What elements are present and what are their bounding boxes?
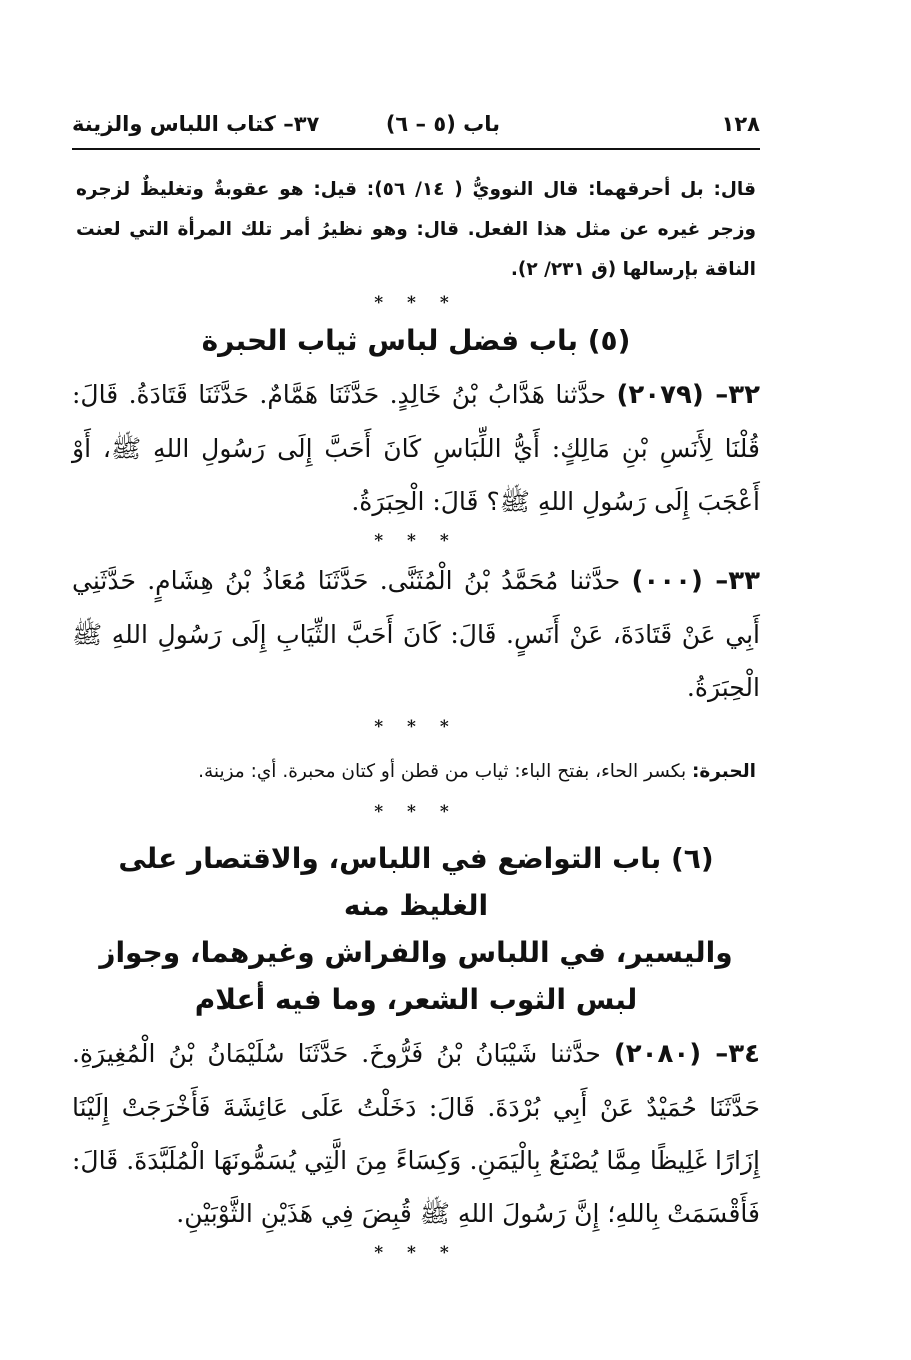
hadith-33-number: ٣٣– (٠٠٠)	[631, 566, 760, 596]
hadith-34-number: ٣٤– (٢٠٨٠)	[613, 1039, 760, 1069]
hadith-32-number: ٣٢– (٢٠٧٩)	[616, 380, 760, 410]
section-separator: * * *	[374, 1243, 458, 1263]
chapter-6-heading-line-2: واليسير، في اللباس والفراش وغيرهما، وجواز	[99, 936, 733, 969]
chapter-reference: باب (٥ – ٦)	[385, 112, 500, 136]
hadith-34	[72, 1027, 760, 1240]
hadith-33	[72, 554, 760, 714]
running-header	[72, 104, 760, 150]
hadith-33-text: حدَّثنا مُحَمَّدُ بْنُ الْمُثَنَّى. حَدَّثَنَا مُعَاذُ بْنُ هِشَامٍ. حَدَّثَنِي أَبِي عَنْ قَتَادَةَ، عَنْ أَنَسٍ. قَالَ: كَانَ أَحَبَّ الثِّيَابِ إِلَى رَسُولِ اللهِ ﷺ الْحِبَرَةُ.	[72, 566, 760, 702]
section-separator: * * *	[374, 531, 458, 551]
hadith-32-text: حدَّثنا هَدَّابُ بْنُ خَالِدٍ. حَدَّثَنَا هَمَّامٌ. حَدَّثَنَا قَتَادَةُ. قَالَ: قُلْنَا لِأَنَسِ بْنِ مَالِكٍ: أَيُّ اللِّبَاسِ كَانَ أَحَبَّ إِلَى رَسُولِ اللهِ ﷺ، أَوْ أَعْجَبَ إِلَى رَسُولِ اللهِ ﷺ؟ قَالَ: الْحِبَرَةُ.	[72, 380, 760, 516]
chapter-5-heading: (٥) باب فضل لباس ثياب الحبرة	[201, 324, 631, 357]
chapter-6-heading-line-3: لبس الثوب الشعر، وما فيه أعلام	[194, 983, 638, 1016]
footnote-commentary: قال: بل أحرقهما: قال النوويُّ ( ١٤/ ٥٦): قيل: هو عقوبةٌ وتغليظٌ لزجره وزجر غيره عن مثل هذا الفعل. قال: وهو نظيرُ أمر تلك المرأة التي لعنت الناقة بإرسالها (ق ٢٣١/ ٢).	[76, 179, 756, 280]
chapter-6-heading-line-1: (٦) باب التواضع في اللباس، والاقتصار على الغليظ منه	[118, 842, 714, 922]
gloss-term: الحبرة:	[691, 761, 756, 782]
word-gloss	[76, 750, 756, 793]
page-number: ١٢٨	[721, 112, 760, 136]
book-page	[72, 104, 760, 1266]
hadith-34-text: حدَّثنا شَيْبَانُ بْنُ فَرُّوخَ. حَدَّثَنَا سُلَيْمَانُ بْنُ الْمُغِيرَةِ. حَدَّثَنَا حُمَيْدٌ عَنْ أَبِي بُرْدَةَ. قَالَ: دَخَلْتُ عَلَى عَائِشَةَ فَأَخْرَجَتْ إِلَيْنَا إِزَارًا غَلِيظًا مِمَّا يُصْنَعُ بِالْيَمَنِ. وَكِسَاءً مِنَ الَّتِي يُسَمُّونَهَا الْمُلَبَّدَةَ. قَالَ: فَأَقْسَمَتْ بِاللهِ؛ إِنَّ رَسُولَ اللهِ ﷺ قُبِضَ فِي هَذَيْنِ الثَّوْبَيْنِ.	[72, 1039, 760, 1228]
hadith-32	[72, 368, 760, 528]
chapter-6-heading	[72, 835, 760, 1023]
section-separator: * * *	[374, 802, 458, 822]
section-separator: * * *	[374, 717, 458, 737]
gloss-definition: بكسر الحاء، بفتح الباء: ثياب من قطن أو كتان محبرة. أي: مزينة.	[198, 761, 692, 782]
book-title: ٣٧– كتاب اللباس والزينة	[72, 112, 320, 136]
section-separator: * * *	[374, 293, 458, 313]
